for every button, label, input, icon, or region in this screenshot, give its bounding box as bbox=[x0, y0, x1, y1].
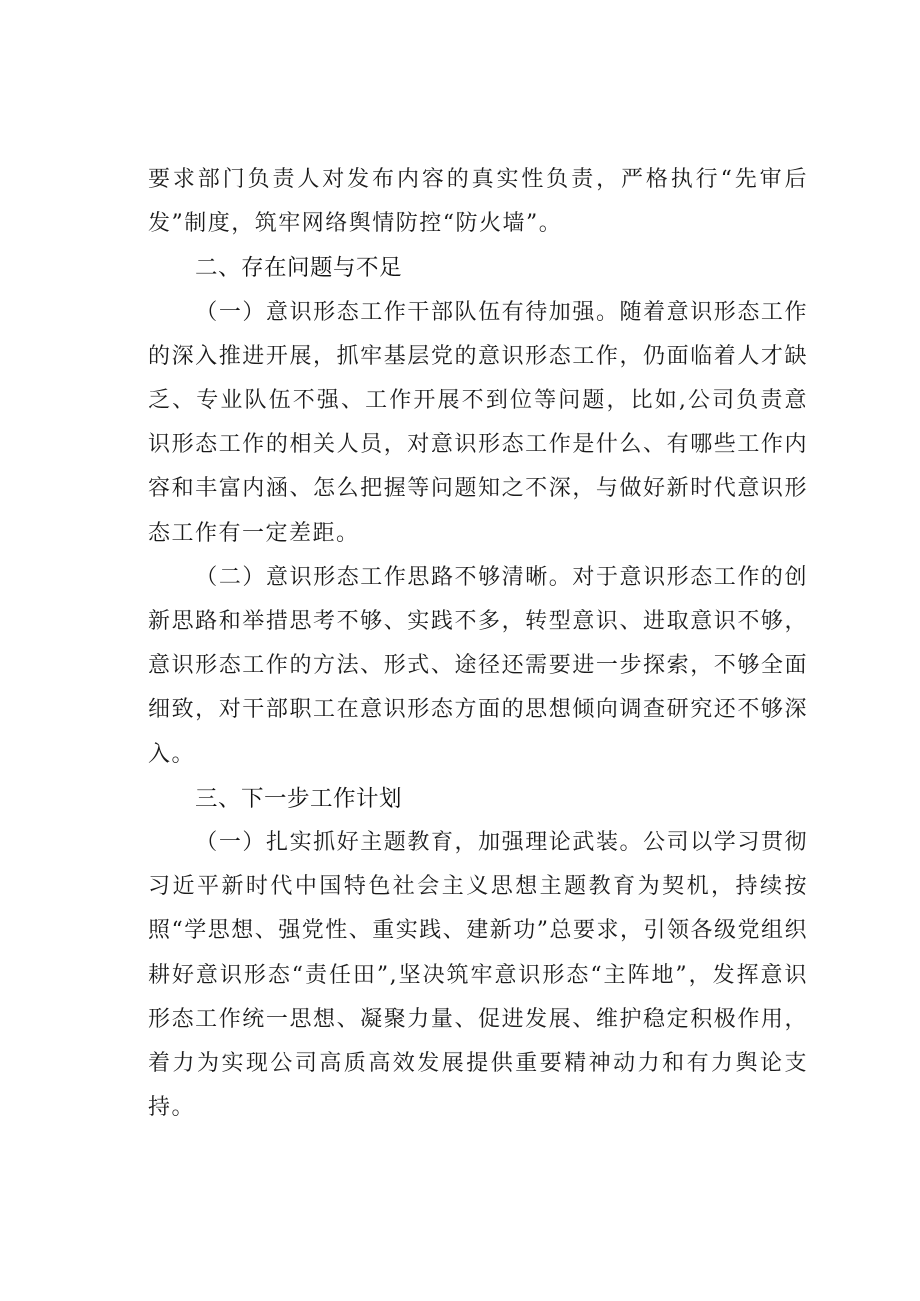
document-body bbox=[148, 158, 808, 1130]
paragraph-problem-1: （一）意识形态工作干部队伍有待加强。随着意识形态工作的深入推进开展，抓牢基层党的意识形态工作，仍面临着人才缺乏、专业队伍不强、工作开展不到位等问题，比如,公司负责意识形态工作的相关人员，对意识形态工作是什么、有哪些工作内容和丰富内涵、怎么把握等问题知之不深，与做好新时代意识形态工作有一定差距。 bbox=[148, 299, 808, 546]
section-heading-problems: 二、存在问题与不足 bbox=[195, 255, 403, 282]
paragraph-problem-2: （二）意识形态工作思路不够清晰。对于意识形态工作的创新思路和举措思考不够、实践不多，转型意识、进取意识不够，意识形态工作的方法、形式、途径还需要进一步探索，不够全面细致，对干部职工在意识形态方面的思想倾向调查研究还不够深入。 bbox=[148, 564, 808, 767]
section-heading-next-plan: 三、下一步工作计划 bbox=[195, 785, 403, 812]
paragraph-continuation: 要求部门负责人对发布内容的真实性负责，严格执行“先审后发”制度，筑牢网络舆情防控“防火墙”。 bbox=[148, 167, 808, 237]
paragraph-plan-1: （一）扎实抓好主题教育，加强理论武装。公司以学习贯彻习近平新时代中国特色社会主义思想主题教育为契机，持续按照“学思想、强党性、重实践、建新功”总要求，引领各级党组织耕好意识形态“责任田”,坚决筑牢意识形态“主阵地”，发挥意识形态工作统一思想、凝聚力量、促进发展、维护稳定积极作用，着力为实现公司高质高效发展提供重要精神动力和有力舆论支持。 bbox=[148, 830, 808, 1121]
